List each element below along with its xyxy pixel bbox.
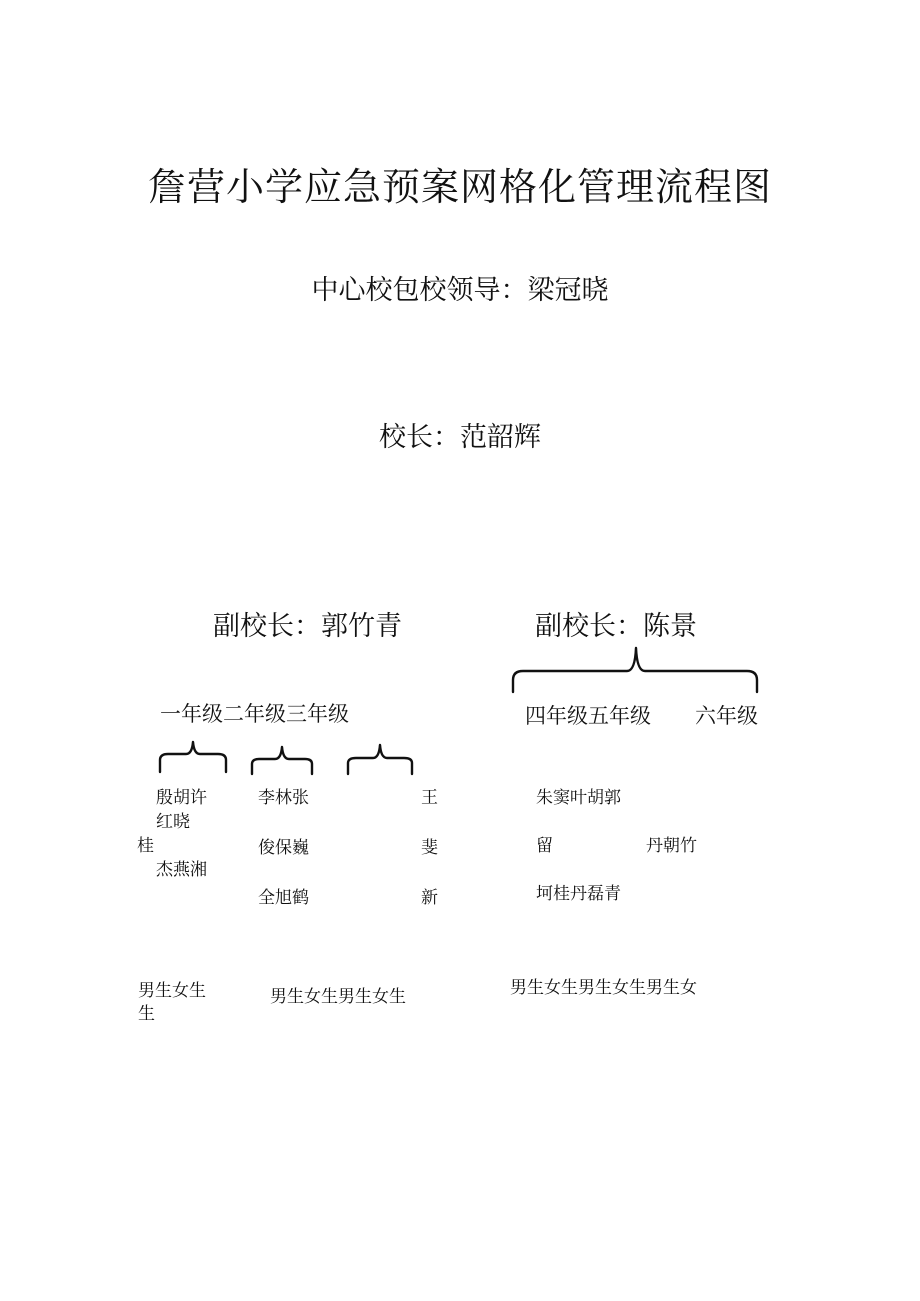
grade1-gender-line2: 生	[138, 1004, 155, 1024]
right-vice-principal: 副校长：陈景	[535, 611, 697, 642]
principal: 校长：范韶辉	[379, 422, 541, 453]
right-names-line2b: 丹朝竹	[646, 836, 697, 856]
grade2-names-line3: 全旭鹤	[258, 888, 309, 908]
grade3-names-line2: 斐	[421, 838, 438, 858]
center-leader: 中心校包校领导：梁冠晓	[311, 275, 609, 306]
grade23-gender: 男生女生男生女生	[270, 987, 406, 1007]
right-names-line2a: 留	[536, 836, 553, 856]
right-names-line3: 坷桂丹磊青	[536, 884, 621, 904]
grade1-names-line1: 殷胡许	[156, 788, 207, 808]
grade2-names-line2: 俊保巍	[258, 838, 309, 858]
grade3-names-line3: 新	[421, 888, 438, 908]
grade1-names-line4: 杰燕湘	[156, 860, 207, 880]
grade1-names-line3: 桂	[137, 836, 154, 856]
left-vice-principal: 副校长：郭竹青	[213, 611, 402, 642]
grade2-names-line1: 李林张	[258, 788, 309, 808]
grade1-names-line2: 红晓	[156, 812, 190, 832]
grade1-gender-line1: 男生女生	[138, 981, 206, 1001]
left-grades-label: 一年级二年级三年级	[160, 702, 349, 726]
grade1-brace	[158, 738, 228, 774]
grade3-brace	[346, 742, 414, 776]
grade2-brace	[250, 744, 314, 776]
right-gender: 男生女生男生女生男生女	[510, 978, 697, 998]
grades-4-5-label: 四年级五年级	[525, 704, 651, 728]
right-names-line1: 朱窦叶胡郭	[536, 788, 621, 808]
grade3-names-line1: 王	[421, 788, 438, 808]
page-title: 詹营小学应急预案网格化管理流程图	[147, 165, 772, 209]
grade-6-label: 六年级	[695, 704, 758, 728]
right-brace	[511, 644, 759, 694]
